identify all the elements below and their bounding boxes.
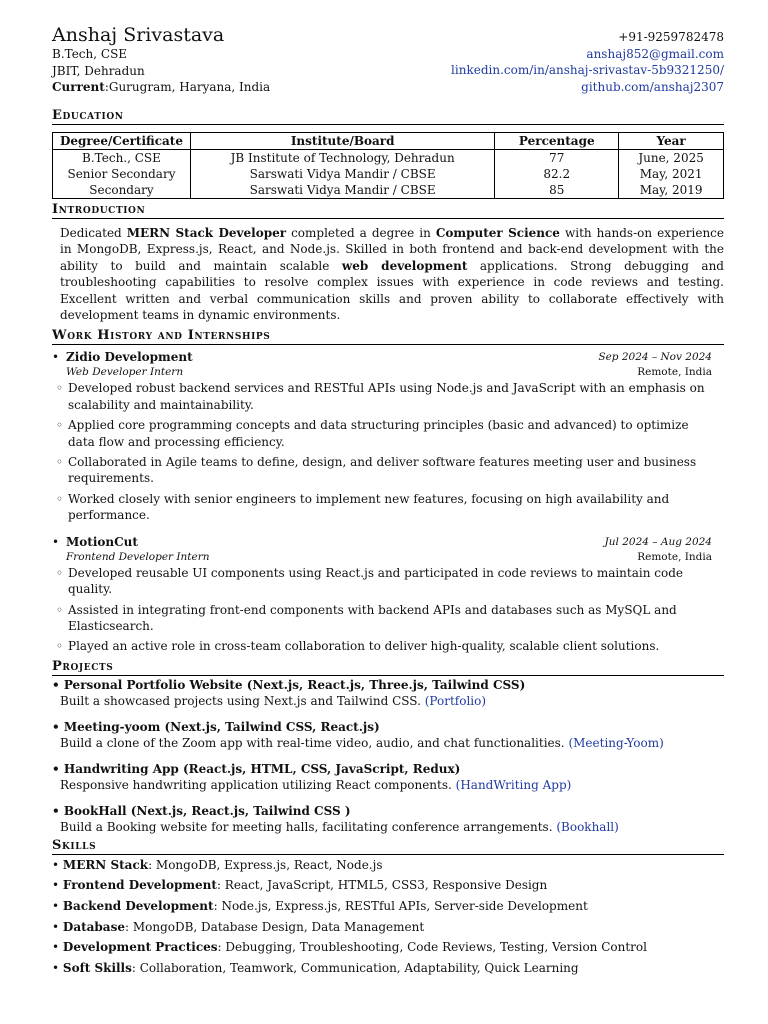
job-header — [52, 534, 724, 550]
project-title-text: Meeting-yoom (Next.js, Tailwind CSS, React.js) — [63, 719, 380, 734]
project-link[interactable]: (Portfolio) — [424, 693, 487, 708]
cell-percentage: 82.2 — [495, 166, 619, 182]
skill-label: Backend Development — [62, 898, 214, 913]
github-link[interactable]: github.com/anshaj2307 — [581, 80, 724, 95]
projects-title: Projects — [52, 659, 724, 676]
col-degree: Degree/Certificate — [53, 133, 191, 150]
project-item — [52, 761, 724, 793]
bullet-icon: • — [52, 960, 63, 975]
project-desc-text: Responsive handwriting application utilizing React components. — [60, 777, 452, 792]
work-title: Work History and Internships — [52, 328, 724, 345]
job-entry — [52, 349, 724, 523]
cell-institute: Sarswati Vidya Mandir / CBSE — [190, 166, 494, 182]
project-title-text: BookHall (Next.js, React.js, Tailwind CSS ) — [63, 803, 351, 818]
header-left — [52, 24, 270, 96]
bullet-icon: • — [52, 898, 63, 913]
circle-bullet-icon: ◦ — [56, 491, 64, 506]
email-link[interactable]: anshaj852@gmail.com — [586, 46, 724, 61]
project-desc-text: Built a showcased projects using Next.js and Tailwind CSS. — [60, 693, 421, 708]
task-text: Played an active role in cross-team collaboration to deliver high-quality, scalable client solutions. — [68, 639, 660, 654]
table-row — [53, 182, 724, 199]
bullet-icon: • — [52, 761, 64, 776]
project-description — [60, 777, 724, 793]
job-location: Remote, India — [637, 550, 712, 563]
col-institute: Institute/Board — [190, 133, 494, 150]
intro-bold-3: web development — [341, 258, 468, 273]
list-item — [52, 417, 724, 450]
skill-sep: : — [213, 898, 222, 913]
project-item — [52, 803, 724, 835]
table-row — [53, 166, 724, 182]
introduction-title: Introduction — [52, 202, 724, 219]
projects-section — [52, 659, 724, 835]
project-item — [52, 719, 724, 751]
skill-item — [52, 958, 724, 979]
intro-text-4: applications. Strong debugging and troubleshooting capabilities to resolve complex issues with experience in code reviews and testing. Excellent written and verbal communication skills and proven ability to collaborate effectively with development teams in dynamic environments. — [60, 258, 724, 323]
bullet-icon: • — [52, 719, 64, 734]
col-percentage: Percentage — [495, 133, 619, 150]
cell-year: June, 2025 — [619, 150, 724, 167]
job-company: Zidio Development — [66, 350, 193, 365]
bullet-icon: • — [52, 878, 63, 893]
job-dates: Jul 2024 – Aug 2024 — [604, 535, 712, 548]
project-title-text: Personal Portfolio Website (Next.js, React.js, Three.js, Tailwind CSS) — [63, 677, 526, 692]
intro-bold-1: MERN Stack Developer — [126, 226, 287, 240]
bullet-icon: • — [52, 919, 63, 934]
bullet-icon: • — [52, 677, 64, 692]
task-text: Applied core programming concepts and data structuring principles (basic and advanced) to optimize data flow and processing efficiency. — [68, 418, 689, 449]
job-subheader — [52, 365, 724, 380]
list-item — [52, 565, 724, 598]
job-header — [52, 349, 724, 365]
list-item — [52, 380, 724, 413]
project-title — [52, 677, 724, 693]
header-right — [451, 29, 724, 96]
project-title — [52, 719, 724, 735]
skill-label: Database — [62, 919, 125, 934]
resume-page — [52, 24, 724, 978]
col-year: Year — [619, 133, 724, 150]
task-text: Collaborated in Agile teams to define, design, and deliver software features meeting user and business requirements. — [68, 455, 697, 486]
circle-bullet-icon: ◦ — [56, 381, 64, 396]
bullet-icon: • — [52, 534, 60, 549]
intro-text-2: completed a degree in — [286, 226, 436, 240]
task-text: Developed reusable UI components using React.js and participated in code reviews to maintain code quality. — [68, 565, 683, 597]
bullet-icon: • — [52, 857, 63, 872]
skill-sep: : — [216, 878, 225, 893]
education-table — [52, 132, 724, 199]
work-section — [52, 328, 724, 654]
project-title — [52, 803, 724, 819]
current-label: Current — [52, 80, 105, 95]
skill-value: Collaboration, Teamwork, Communication, Adaptability, Quick Learning — [139, 960, 579, 975]
skill-sep: : — [124, 919, 133, 934]
linkedin-link[interactable]: linkedin.com/in/anshaj-srivastav-5b9321250/ — [451, 63, 724, 78]
table-row — [53, 150, 724, 167]
degree: B.Tech, CSE — [52, 47, 128, 61]
education-title: Education — [52, 108, 724, 125]
task-text: Developed robust backend services and RESTful APIs using Node.js and JavaScript with an emphasis on scalability and maintainability. — [68, 381, 705, 412]
cell-degree: Senior Secondary — [53, 166, 191, 182]
circle-bullet-icon: ◦ — [56, 639, 64, 654]
skill-value: Debugging, Troubleshooting, Code Reviews, Testing, Version Control — [225, 940, 647, 955]
project-description — [60, 693, 724, 709]
skills-section — [52, 838, 724, 979]
job-role: Frontend Developer Intern — [66, 550, 210, 563]
cell-degree: B.Tech., CSE — [53, 150, 191, 167]
skill-item — [52, 855, 724, 876]
candidate-name: Anshaj Srivastava — [52, 24, 225, 46]
project-item — [52, 677, 724, 709]
circle-bullet-icon: ◦ — [56, 602, 64, 617]
cell-year: May, 2019 — [619, 182, 724, 199]
circle-bullet-icon: ◦ — [56, 455, 64, 470]
cell-institute: JB Institute of Technology, Dehradun — [190, 150, 494, 167]
task-text: Worked closely with senior engineers to implement new features, focusing on high availability and performance. — [68, 491, 670, 523]
cell-institute: Sarswati Vidya Mandir / CBSE — [190, 182, 494, 199]
job-dates: Sep 2024 – Nov 2024 — [598, 351, 712, 364]
project-desc-text: Build a clone of the Zoom app with real-time video, audio, and chat functionalities. — [60, 735, 565, 750]
college: JBIT, Dehradun — [52, 63, 145, 78]
job-location: Remote, India — [637, 366, 712, 379]
project-link[interactable]: (Meeting-Yoom) — [568, 735, 664, 750]
job-subheader — [52, 550, 724, 565]
circle-bullet-icon: ◦ — [56, 418, 64, 433]
skill-item — [52, 937, 724, 958]
intro-text-3: with hands-on experience in MongoDB, Express.js, React, and Node.js. Skilled in both frontend and back-end development with the ability to build and maintain scalable — [60, 226, 724, 273]
skill-value: React, JavaScript, HTML5, CSS3, Responsive Design — [224, 878, 548, 893]
bullet-icon: • — [52, 940, 63, 955]
project-title-text: Handwriting App (React.js, HTML, CSS, JavaScript, Redux) — [63, 761, 461, 776]
project-description — [60, 735, 724, 751]
cell-degree: Secondary — [53, 182, 191, 199]
list-item — [52, 454, 724, 487]
skill-value: MongoDB, Database Design, Data Management — [132, 919, 425, 934]
circle-bullet-icon: ◦ — [56, 565, 64, 580]
skill-sep: : — [148, 857, 156, 872]
project-title — [52, 761, 724, 777]
current-value: :Gurugram, Haryana, India — [104, 80, 271, 95]
intro-bold-2: Computer Science — [435, 226, 560, 240]
cell-year: May, 2021 — [619, 166, 724, 182]
skill-label: Soft Skills — [62, 960, 132, 975]
bullet-icon: • — [52, 803, 64, 818]
job-entry — [52, 534, 724, 655]
project-description — [60, 819, 724, 835]
skills-title: Skills — [52, 838, 724, 855]
job-role: Web Developer Intern — [66, 366, 184, 379]
skill-value: MongoDB, Express.js, React, Node.js — [155, 857, 383, 872]
skill-label: Development Practices — [62, 940, 218, 955]
task-text: Assisted in integrating front-end components with backend APIs and databases such as MySQL and Elasticsearch. — [68, 602, 677, 633]
project-link[interactable]: (Bookhall) — [556, 819, 619, 834]
skill-value: Node.js, Express.js, RESTful APIs, Server-side Development — [221, 898, 588, 913]
cell-percentage: 85 — [495, 182, 619, 199]
skill-sep: : — [217, 940, 226, 955]
intro-text-1: Dedicated — [60, 226, 127, 240]
education-header-row — [53, 133, 724, 150]
current-location — [52, 79, 270, 96]
project-desc-text: Build a Booking website for meeting halls, facilitating conference arrangements. — [60, 819, 553, 834]
education-section — [52, 108, 724, 199]
resume-header — [52, 24, 724, 100]
cell-percentage: 77 — [495, 150, 619, 167]
skill-item — [52, 875, 724, 896]
list-item — [52, 491, 724, 524]
bullet-icon: • — [52, 350, 60, 365]
phone: +91-9259782478 — [618, 30, 724, 44]
skill-sep: : — [131, 960, 140, 975]
skill-label: MERN Stack — [62, 857, 149, 872]
list-item — [52, 638, 724, 654]
skill-label: Frontend Development — [62, 878, 217, 893]
skill-item — [52, 917, 724, 938]
list-item — [52, 602, 724, 635]
introduction-section — [52, 202, 724, 323]
introduction-text — [60, 225, 724, 323]
job-company: MotionCut — [66, 534, 138, 549]
skill-item — [52, 896, 724, 917]
project-link[interactable]: (HandWriting App) — [455, 777, 572, 792]
